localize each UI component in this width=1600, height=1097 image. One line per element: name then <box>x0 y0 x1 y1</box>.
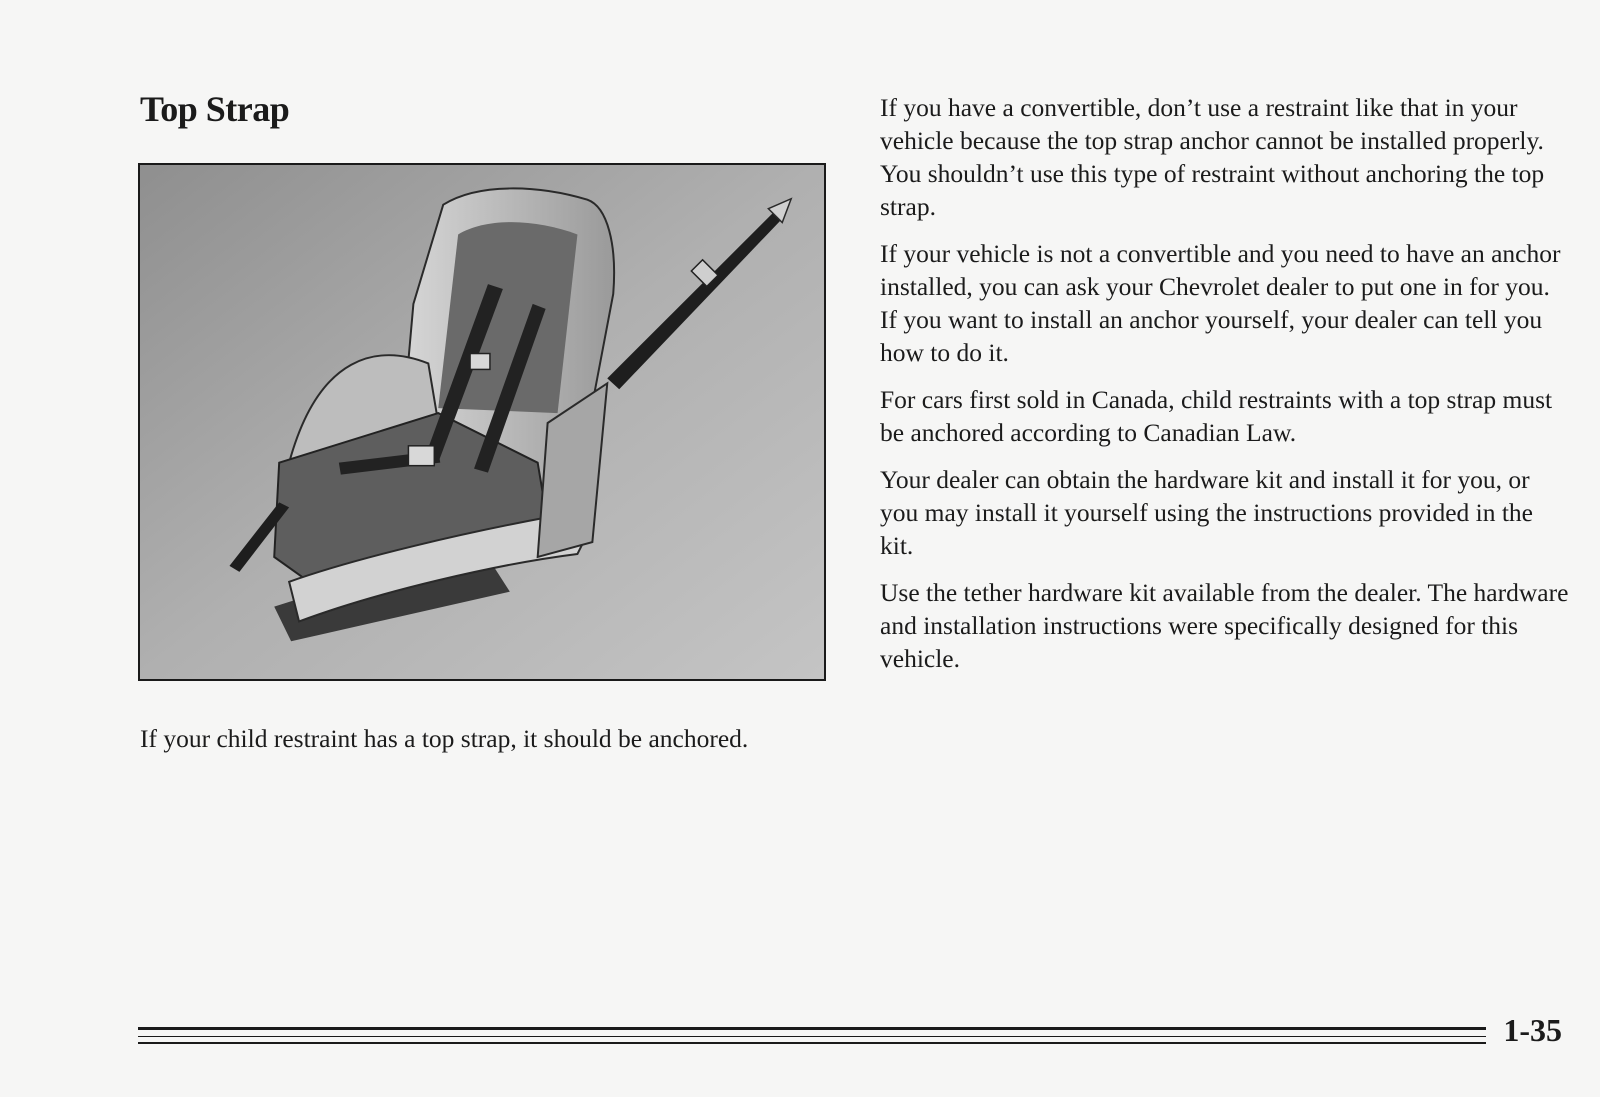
paragraph: Your dealer can obtain the hardware kit and install it for you, or you may install it yourself using the instructions provided in the kit. <box>880 465 1534 560</box>
section-title: Top Strap <box>140 89 290 129</box>
page-number: 1-35 <box>1503 1012 1562 1048</box>
child-seat-illustration <box>138 163 826 681</box>
paragraph: For cars first sold in Canada, child restraints with a top strap must be anchored according to Canadian Law. <box>880 385 1553 447</box>
paragraph: If your vehicle is not a convertible and you need to have an anchor installed, you can ask your Chevrolet dealer to put one in for you. If you want to install an anchor yourself, your dealer can tell you how to do it. <box>880 239 1561 367</box>
footer-rule <box>138 1027 1486 1030</box>
paragraph: If you have a convertible, don’t use a restraint like that in your vehicle because the top strap anchor cannot be installed properly. You shouldn’t use this type of restraint without anchoring the top strap. <box>880 93 1545 221</box>
footer-rule <box>138 1036 1486 1037</box>
paragraph: Use the tether hardware kit available from the dealer. The hardware and installation instructions were specifically designed for this vehicle. <box>880 578 1569 673</box>
footer-rule <box>138 1042 1486 1044</box>
figure-caption: If your child restraint has a top strap, it should be anchored. <box>140 724 749 753</box>
body-text <box>880 91 1570 689</box>
